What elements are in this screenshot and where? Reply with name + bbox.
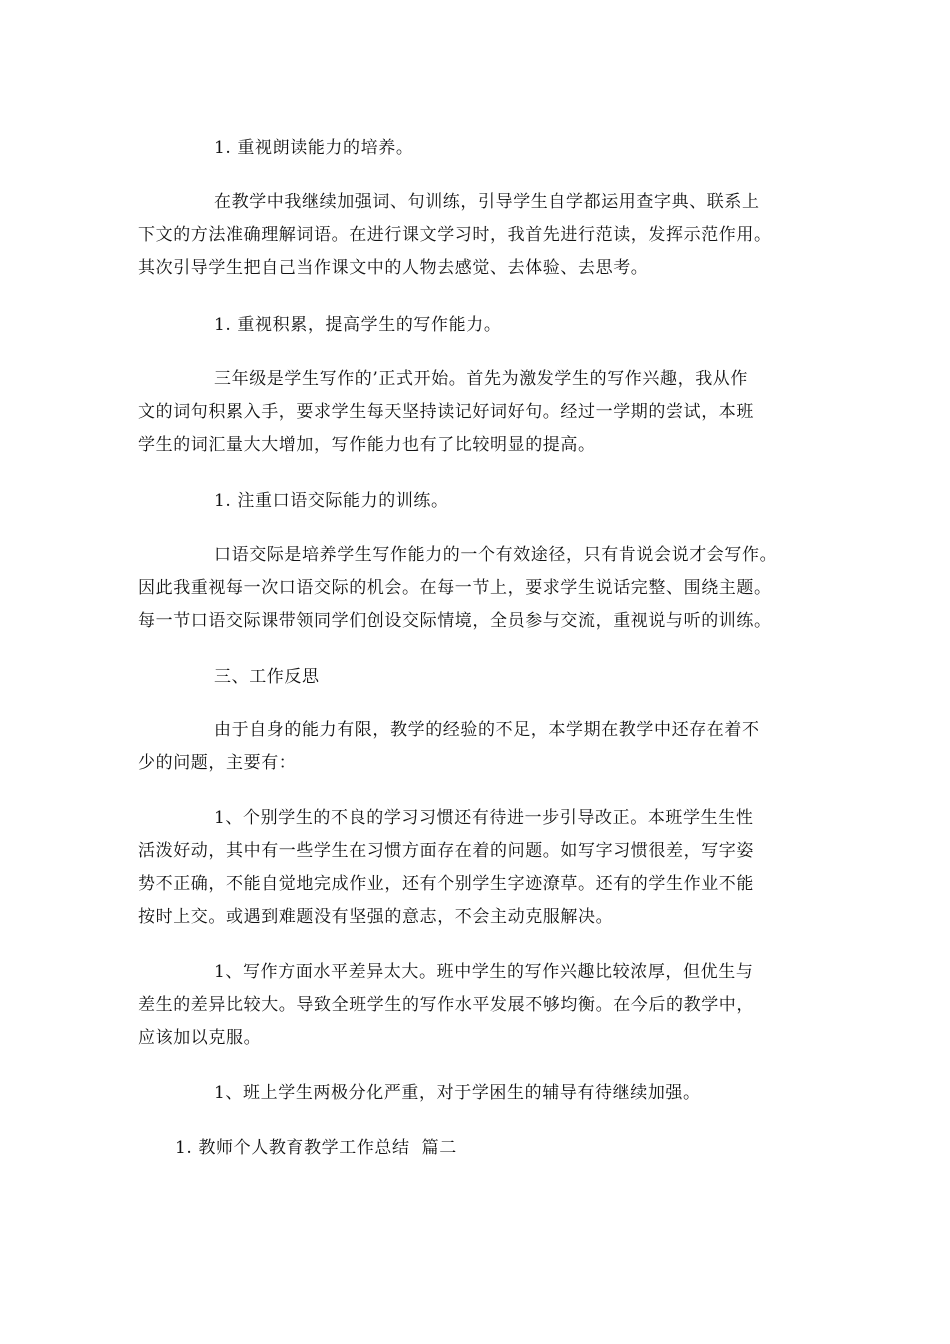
paragraph-line: 按时上交。或遇到难题没有坚强的意志，不会主动克服解决。 bbox=[138, 907, 614, 927]
next-section-heading: 1. 教师个人教育教学工作总结 篇二 bbox=[175, 1138, 457, 1158]
paragraph-line: 势不正确，不能自觉地完成作业，还有个别学生字迹潦草。还有的学生作业不能 bbox=[138, 874, 754, 894]
paragraph-line: 文的词句积累入手，要求学生每天坚持读记好词好句。经过一学期的尝试，本班 bbox=[138, 402, 754, 422]
paragraph-line: 每一节口语交际课带领同学们创设交际情境，全员参与交流，重视说与听的训练。 bbox=[138, 611, 772, 631]
list-item-writing-gap bbox=[138, 956, 754, 1055]
section-title-reflection: 三、工作反思 bbox=[214, 667, 320, 687]
heading-writing: 1. 重视积累，提高学生的写作能力。 bbox=[214, 315, 502, 335]
paragraph-line: 少的问题，主要有： bbox=[138, 753, 297, 773]
paragraph-line: 1、个别学生的不良的学习习惯还有待进一步引导改正。本班学生生性 bbox=[214, 808, 754, 828]
list-item-polarization: 1、班上学生两极分化严重，对于学困生的辅导有待继续加强。 bbox=[214, 1083, 701, 1103]
paragraph-writing bbox=[138, 363, 754, 462]
paragraph-line: 下文的方法准确理解词语。在进行课文学习时，我首先进行范读，发挥示范作用。 bbox=[138, 225, 772, 245]
paragraph-line: 由于自身的能力有限，教学的经验的不足，本学期在教学中还存在着不 bbox=[214, 720, 760, 740]
paragraph-line: 其次引导学生把自己当作课文中的人物去感觉、去体验、去思考。 bbox=[138, 258, 649, 278]
heading-oral: 1. 注重口语交际能力的训练。 bbox=[214, 491, 449, 511]
paragraph-reading bbox=[138, 186, 772, 285]
paragraph-line: 1、写作方面水平差异太大。班中学生的写作兴趣比较浓厚，但优生与 bbox=[214, 962, 754, 982]
paragraph-line: 在教学中我继续加强词、句训练，引导学生自学都运用查字典、联系上 bbox=[214, 192, 760, 212]
paragraph-line: 应该加以克服。 bbox=[138, 1028, 262, 1048]
paragraph-line: 差生的差异比较大。导致全班学生的写作水平发展不够均衡。在今后的教学中， bbox=[138, 995, 754, 1015]
paragraph-reflection-intro bbox=[138, 714, 760, 780]
paragraph-line: 活泼好动，其中有一些学生在习惯方面存在着的问题。如写字习惯很差，写字姿 bbox=[138, 841, 754, 861]
heading-reading: 1. 重视朗读能力的培养。 bbox=[214, 138, 414, 158]
paragraph-line: 三年级是学生写作的’正式开始。首先为激发学生的写作兴趣，我从作 bbox=[214, 369, 749, 389]
paragraph-line: 学生的词汇量大大增加，写作能力也有了比较明显的提高。 bbox=[138, 435, 596, 455]
paragraph-line: 因此我重视每一次口语交际的机会。在每一节上，要求学生说话完整、围绕主题。 bbox=[138, 578, 772, 598]
paragraph-oral bbox=[138, 539, 777, 638]
paragraph-line: 口语交际是培养学生写作能力的一个有效途径，只有肯说会说才会写作。 bbox=[214, 545, 778, 565]
list-item-habits bbox=[138, 802, 754, 934]
